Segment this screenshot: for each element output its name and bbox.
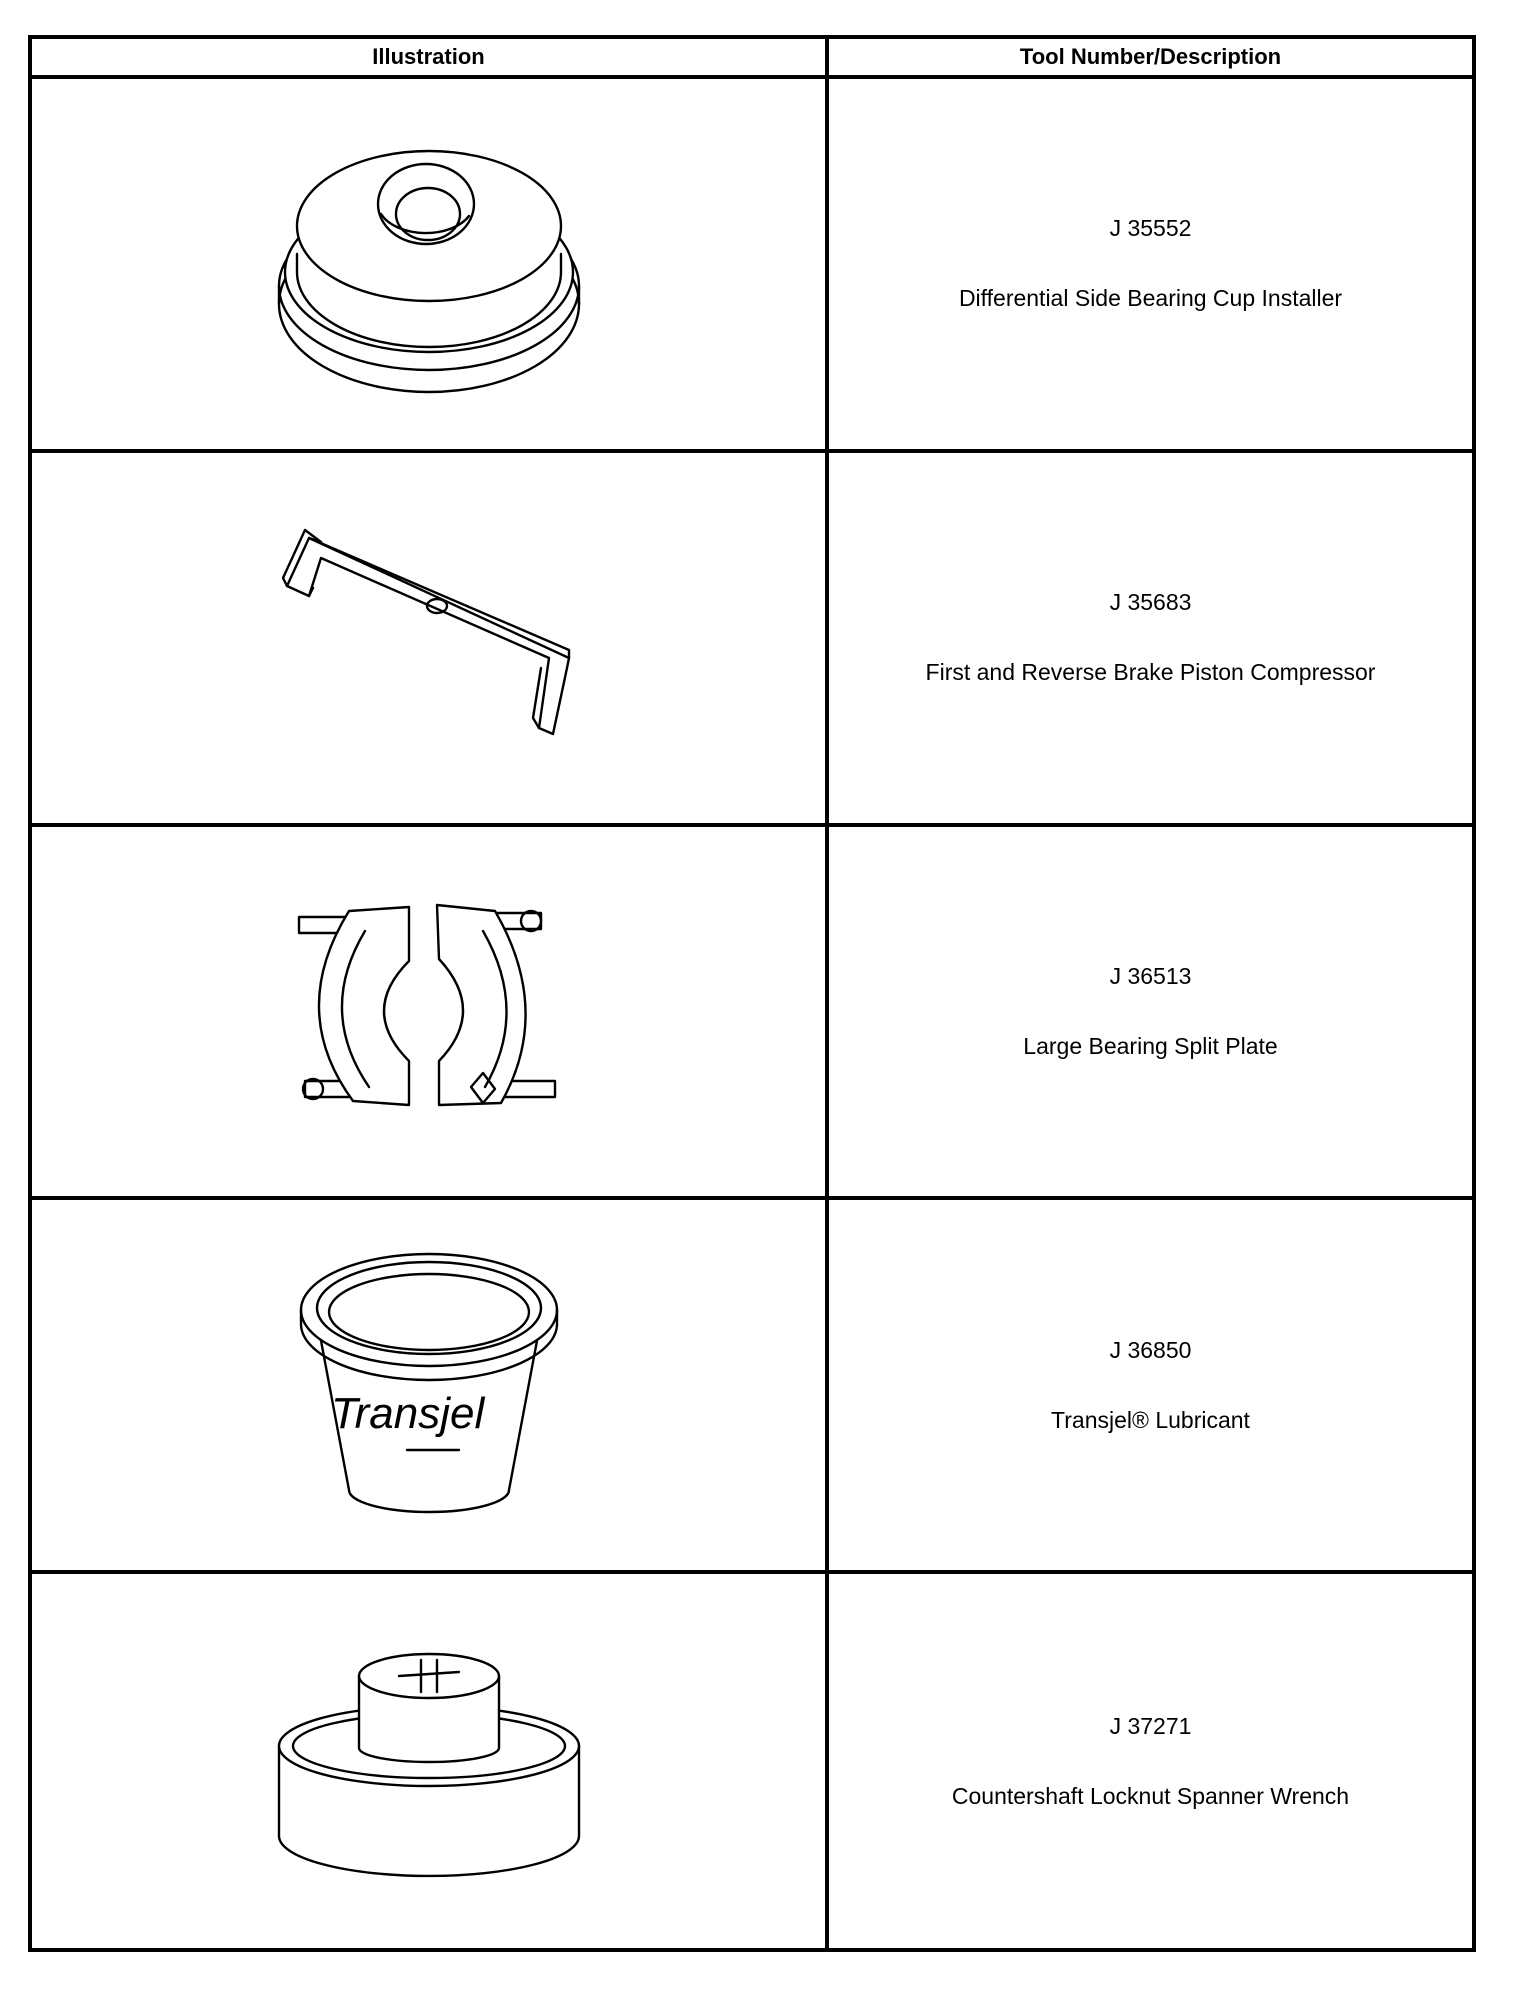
illustration-cell xyxy=(32,827,829,1201)
tool-description-cell xyxy=(829,453,1472,827)
tool-number: J 36850 xyxy=(1109,1336,1192,1363)
tool-description: Transjel® Lubricant xyxy=(1051,1406,1250,1433)
lubricant-tub-illustration xyxy=(289,1240,569,1530)
split-plate-illustration xyxy=(289,891,569,1131)
illustration-cell xyxy=(32,1200,829,1574)
header-illustration: Illustration xyxy=(32,39,829,79)
tool-number: J 36513 xyxy=(1109,962,1192,989)
illustration-cell xyxy=(32,1574,829,1948)
spanner-wrench-illustration xyxy=(269,1636,589,1886)
tool-description-cell xyxy=(829,1574,1472,1948)
tool-number: J 35552 xyxy=(1109,215,1192,242)
tool-description: First and Reverse Brake Piston Compressor xyxy=(925,659,1376,686)
bearing-cup-installer-illustration xyxy=(269,114,589,414)
illustration-cell xyxy=(32,453,829,827)
tool-table xyxy=(28,35,1476,1952)
tool-description: Large Bearing Split Plate xyxy=(1023,1032,1278,1059)
illustration-cell xyxy=(32,79,829,453)
tool-number: J 37271 xyxy=(1109,1712,1192,1739)
piston-compressor-illustration xyxy=(269,518,589,758)
tool-description: Differential Side Bearing Cup Installer xyxy=(958,285,1343,312)
tub-label: Transjel xyxy=(330,1389,484,1439)
header-tool-description: Tool Number/Description xyxy=(829,39,1472,79)
tool-description-cell xyxy=(829,827,1472,1201)
tool-number: J 35683 xyxy=(1109,589,1192,616)
tool-description-cell xyxy=(829,79,1472,453)
tool-description: Countershaft Locknut Spanner Wrench xyxy=(951,1782,1350,1809)
tool-description-cell xyxy=(829,1200,1472,1574)
